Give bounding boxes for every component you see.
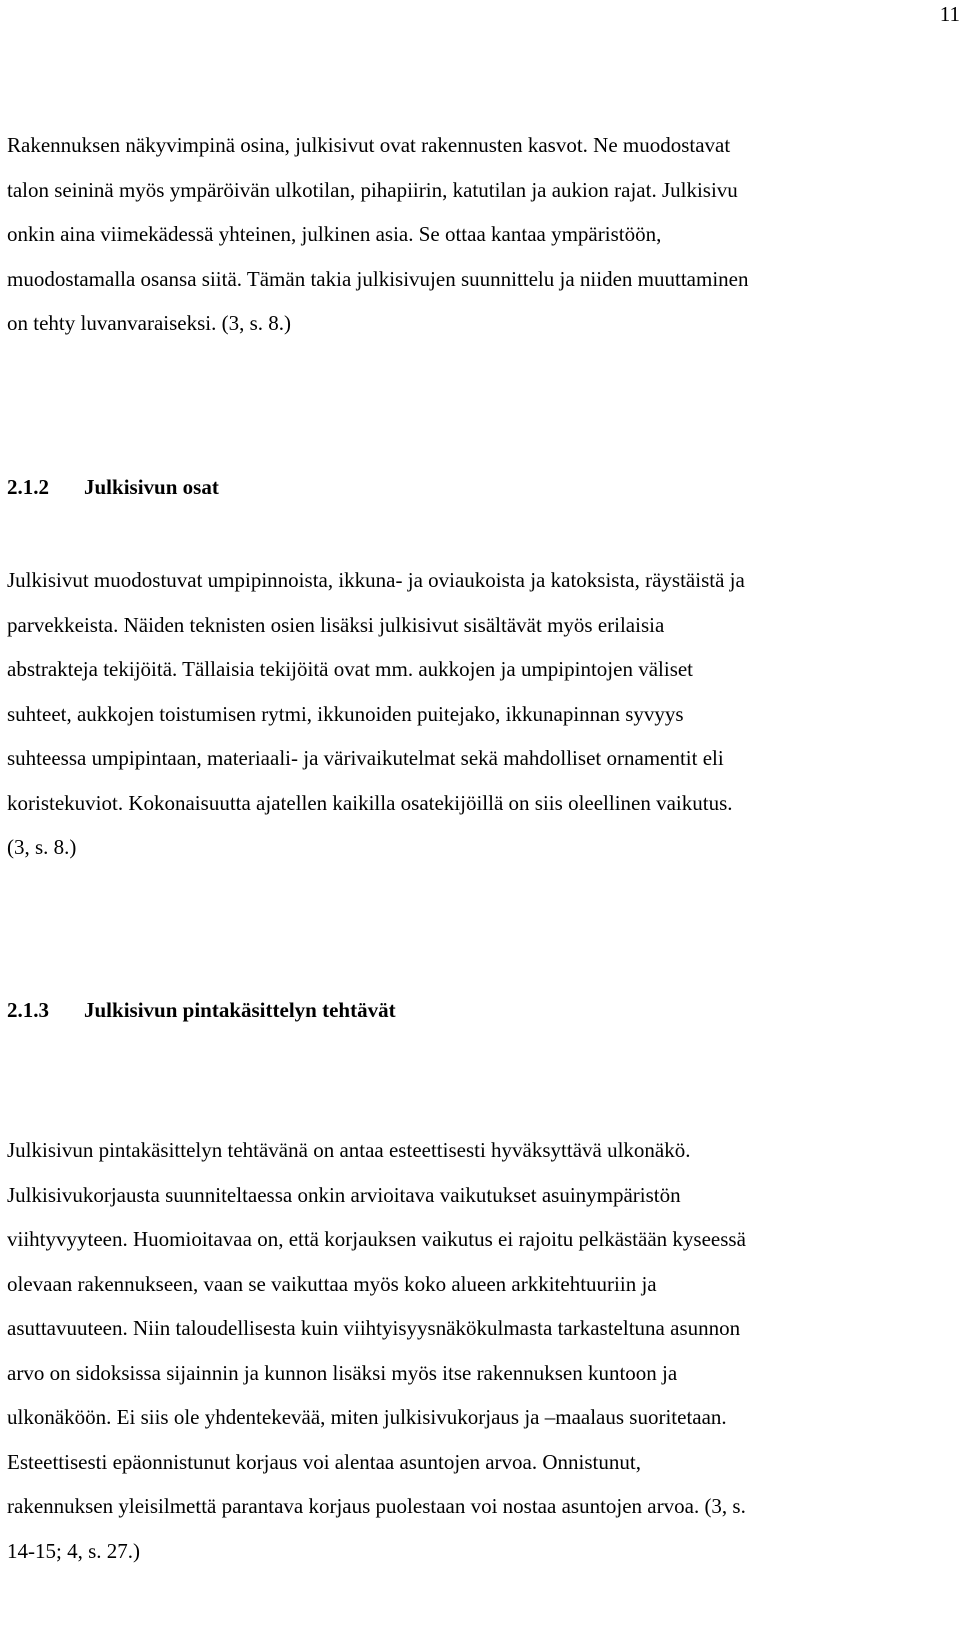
text-line: koristekuviot. Kokonaisuutta ajatellen kaikilla osatekijöillä on siis oleellinen vaikutus. bbox=[7, 790, 733, 815]
text-line: on tehty luvanvaraiseksi. (3, s. 8.) bbox=[7, 311, 292, 335]
text-line: talon seininä myös ympäröivän ulkotilan, pihapiirin, katutilan ja aukion rajat. Julkisivu bbox=[7, 177, 738, 202]
text-line: Julkisivukorjausta suunniteltaessa onkin arvioitava vaikutukset asuinympäristön bbox=[7, 1182, 681, 1207]
text-line: muodostamalla osansa siitä. Tämän takia julkisivujen suunnittelu ja niiden muuttaminen bbox=[7, 266, 749, 291]
text-line: suhteessa umpipintaan, materiaali- ja värivaikutelmat sekä mahdolliset ornamentit eli bbox=[7, 746, 724, 770]
paragraph-intro bbox=[7, 123, 960, 346]
text-line: 14-15; 4, s. 27.) bbox=[7, 1538, 140, 1563]
section-number: 2.1.3 bbox=[7, 998, 49, 1022]
text-line: (3, s. 8.) bbox=[7, 835, 77, 859]
text-line: Julkisivut muodostuvat umpipinnoista, ikkuna- ja oviaukoista ja katoksista, räystäistä ja bbox=[7, 568, 745, 592]
text-line: Julkisivun pintakäsittelyn tehtävänä on antaa esteettisesti hyväksyttävä ulkonäkö. bbox=[7, 1138, 691, 1162]
paragraph-julkisivun-osat bbox=[7, 558, 960, 870]
section-title: Julkisivun pintakäsittelyn tehtävät bbox=[84, 998, 396, 1022]
text-line: Esteettisesti epäonnistunut korjaus voi alentaa asuntojen arvoa. Onnistunut, bbox=[7, 1449, 641, 1474]
text-line: parvekkeista. Näiden teknisten osien lisäksi julkisivut sisältävät myös erilaisia bbox=[7, 612, 665, 637]
page-number: 11 bbox=[939, 2, 960, 26]
text-line: arvo on sidoksissa sijainnin ja kunnon lisäksi myös itse rakennuksen kuntoon ja bbox=[7, 1360, 678, 1385]
text-line: abstrakteja tekijöitä. Tällaisia tekijöitä ovat mm. aukkojen ja umpipintojen väliset bbox=[7, 657, 694, 681]
text-line: rakennuksen yleisilmettä parantava korjaus puolestaan voi nostaa asuntojen arvoa. (3, s. bbox=[7, 1494, 746, 1518]
section-title: Julkisivun osat bbox=[84, 475, 219, 499]
paragraph-pintakasittely bbox=[7, 1128, 960, 1573]
text-line: olevaan rakennukseen, vaan se vaikuttaa myös koko alueen arkkitehtuuriin ja bbox=[7, 1271, 657, 1296]
section-heading-pintakasittelyn-tehtavat bbox=[7, 995, 396, 1025]
section-number: 2.1.2 bbox=[7, 475, 49, 499]
text-line: asuttavuuteen. Niin taloudellisesta kuin viihtyisyysnäkökulmasta tarkasteltuna asunnon bbox=[7, 1316, 741, 1340]
text-line: ulkonäköön. Ei siis ole yhdentekevää, miten julkisivukorjaus ja –maalaus suoritetaan. bbox=[7, 1405, 727, 1429]
section-heading-julkisivun-osat bbox=[7, 472, 219, 502]
text-line: suhteet, aukkojen toistumisen rytmi, ikkunoiden puitejako, ikkunapinnan syvyys bbox=[7, 701, 684, 726]
text-line: Rakennuksen näkyvimpinä osina, julkisivut ovat rakennusten kasvot. Ne muodostavat bbox=[7, 133, 731, 157]
text-line: onkin aina viimekädessä yhteinen, julkinen asia. Se ottaa kantaa ympäristöön, bbox=[7, 222, 662, 246]
text-line: viihtyvyyteen. Huomioitavaa on, että korjauksen vaikutus ei rajoitu pelkästään kyseessä bbox=[7, 1227, 746, 1251]
